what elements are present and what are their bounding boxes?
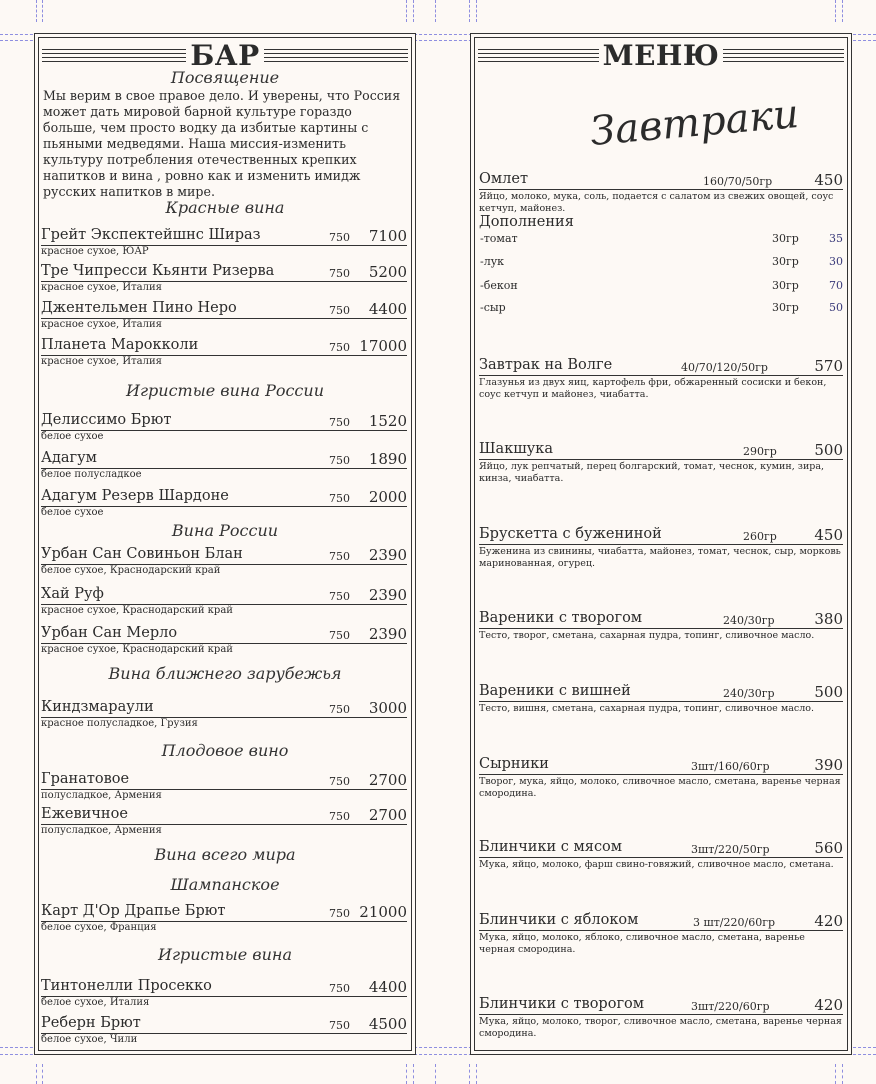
wine-volume: 750 <box>329 1019 350 1032</box>
wine-price: 5200 <box>368 263 407 281</box>
bar-section-heading: Игристые вина России <box>125 381 324 400</box>
bar-section-heading: Игристые вина <box>158 945 292 964</box>
wine-price: 1890 <box>368 450 407 468</box>
wine-price: 7100 <box>368 227 407 245</box>
dish-price: 570 <box>814 357 843 375</box>
wine-description: белое сухое, Италия <box>41 997 150 1008</box>
guide-line <box>413 1064 414 1084</box>
dish-weight: 3шт/220/60гр <box>691 1000 770 1013</box>
wine-name: Реберн Брют <box>41 1015 141 1031</box>
guide-line <box>36 0 37 22</box>
wine-price: 2390 <box>368 586 407 604</box>
wine-description: полусладкое, Армения <box>41 790 162 801</box>
wine-name: Планета Мароккoли <box>41 337 199 353</box>
guide-line <box>435 0 436 22</box>
bar-section-heading: Вина России <box>171 521 279 540</box>
wine-volume: 750 <box>329 304 350 317</box>
addition-name: -томат <box>480 232 518 245</box>
guide-line <box>476 1064 477 1084</box>
dish-price: 500 <box>814 683 843 701</box>
wine-volume: 750 <box>329 341 350 354</box>
wine-description: красное полусладкое, Грузия <box>41 718 198 729</box>
guide-line <box>42 0 43 22</box>
wine-name: Гранатовое <box>41 771 130 787</box>
addition-item <box>480 279 843 295</box>
addition-weight: 30гр <box>772 279 799 292</box>
header-lines <box>478 49 599 63</box>
guide-line <box>406 0 407 22</box>
wine-name: Грейт Экспектейшнс Шираз <box>41 227 261 243</box>
guide-line <box>476 0 477 22</box>
dish-weight: 160/70/50гр <box>703 175 773 188</box>
dish-price: 560 <box>814 839 843 857</box>
addition-price: 30 <box>829 255 843 268</box>
wine-price: 2390 <box>368 625 407 643</box>
wine-volume: 750 <box>329 590 350 603</box>
guide-line <box>835 0 836 22</box>
dish-price: 420 <box>814 996 843 1014</box>
addition-price: 50 <box>829 301 843 314</box>
dish-name: Шакшука <box>479 441 553 457</box>
dish-name: Омлет <box>479 171 528 187</box>
additions-heading: Дополнения <box>479 214 574 230</box>
wine-name: Ежевичное <box>41 806 128 822</box>
dish-name: Вареники с вишней <box>479 683 631 699</box>
wine-name: Урбан Сан Мерло <box>41 625 178 641</box>
dish-weight: 290гр <box>743 445 777 458</box>
dish-weight: 240/30гр <box>723 687 775 700</box>
wine-description: красное сухое, Краснодарский край <box>41 644 233 655</box>
header-lines <box>42 49 186 63</box>
dedication-text: Мы верим в свое правое дело. И уверены, что Россия может дать мировой барной культуре гораздо больше, чем просто водку да избитые картины с пьяными медведями. Наша миссия-изменить культуру потребления отечественных крепких напитков и вина , ровно как и изменить имидж русских напитков в мире. <box>43 88 401 199</box>
dish-description: Яйцо, молоко, мука, соль, подается с салатом из свежих овощей, соус кетчуп, майонез. <box>479 191 834 214</box>
dish-rule <box>479 459 843 460</box>
addition-price: 35 <box>829 232 843 245</box>
wine-volume: 750 <box>329 492 350 505</box>
wine-description: белое полусладкое <box>41 469 142 480</box>
wine-name: Адагум Резерв Шардоне <box>41 488 229 504</box>
dish-rule <box>479 375 843 376</box>
dish-rule <box>479 189 843 190</box>
wine-price: 17000 <box>359 337 407 355</box>
dish-price: 450 <box>814 171 843 189</box>
dish-price: 380 <box>814 610 843 628</box>
guide-line <box>413 0 414 22</box>
dish-rule <box>479 628 843 629</box>
wine-description: белое сухое, Франция <box>41 922 157 933</box>
wine-description: белое сухое, Чили <box>41 1034 138 1045</box>
bar-title: БАР <box>190 39 260 72</box>
dish-description: Тесто, вишня, сметана, сахарная пудра, топинг, сливочное масло. <box>479 703 814 714</box>
dish-description: Мука, яйцо, молоко, творог, сливочное масло, сметана, варенье черная смородина. <box>479 1016 842 1039</box>
wine-name: Хай Руф <box>41 586 104 602</box>
addition-name: -бекон <box>480 279 518 292</box>
wine-price: 2000 <box>368 488 407 506</box>
wine-description: белое сухое <box>41 431 104 442</box>
addition-name: -лук <box>480 255 505 268</box>
wine-volume: 750 <box>329 550 350 563</box>
dish-price: 390 <box>814 756 843 774</box>
dish-weight: 3шт/160/60гр <box>691 760 770 773</box>
wine-volume: 750 <box>329 810 350 823</box>
wine-description: красное сухое, Краснодарский край <box>41 605 233 616</box>
addition-item <box>480 232 843 248</box>
wine-description: красное сухое, ЮАР <box>41 246 149 257</box>
addition-item <box>480 301 843 317</box>
wine-price: 1520 <box>368 412 407 430</box>
dish-weight: 240/30гр <box>723 614 775 627</box>
guide-line <box>435 1064 436 1084</box>
wine-description: белое сухое, Краснодарский край <box>41 565 221 576</box>
addition-item <box>480 255 843 271</box>
dish-name: Брускетта с бужениной <box>479 526 662 542</box>
dish-rule <box>479 701 843 702</box>
wine-volume: 750 <box>329 267 350 280</box>
wine-name: Карт Д'Ор Драпье Брют <box>41 903 226 919</box>
wine-price: 21000 <box>359 903 407 921</box>
wine-name: Киндзмараули <box>41 699 154 715</box>
wine-name: Тинтонелли Просекко <box>41 978 212 994</box>
addition-weight: 30гр <box>772 255 799 268</box>
dish-weight: 260гр <box>743 530 777 543</box>
wine-name: Тре Чипресси Кьянти Ризерва <box>41 263 275 279</box>
wine-volume: 750 <box>329 703 350 716</box>
dish-rule <box>479 857 843 858</box>
dish-description: Тесто, творог, сметана, сахарная пудра, топинг, сливочное масло. <box>479 630 815 641</box>
wine-price: 4500 <box>368 1015 407 1033</box>
wine-description: белое сухое <box>41 507 104 518</box>
guide-line <box>406 1064 407 1084</box>
wine-volume: 750 <box>329 907 350 920</box>
wine-price: 2700 <box>368 806 407 824</box>
menu-title: МЕНЮ <box>602 39 720 72</box>
wine-volume: 750 <box>329 629 350 642</box>
dish-price: 450 <box>814 526 843 544</box>
wine-volume: 750 <box>329 454 350 467</box>
dish-description: Мука, яйцо, молоко, фарш свино-говяжий, сливочное масло, сметана. <box>479 859 834 870</box>
wine-volume: 750 <box>329 416 350 429</box>
dish-description: Буженина из свинины, чиабатта, майонез, томат, чеснок, сыр, морковь маринованная, огурец. <box>479 546 841 569</box>
dish-rule <box>479 544 843 545</box>
dish-price: 500 <box>814 441 843 459</box>
dish-name: Вареники с творогом <box>479 610 643 626</box>
wine-volume: 750 <box>329 231 350 244</box>
header-lines <box>264 49 408 63</box>
dish-rule <box>479 1014 843 1015</box>
wine-price: 3000 <box>368 699 407 717</box>
wine-description: полусладкое, Армения <box>41 825 162 836</box>
header-lines <box>723 49 844 63</box>
wine-price: 2390 <box>368 546 407 564</box>
wine-description: красное сухое, Италия <box>41 282 162 293</box>
wine-price: 4400 <box>368 978 407 996</box>
dish-description: Глазунья из двух яиц, картофель фри, обжаренный сосиски и бекон, соус кетчуп и майонез, чиабатта. <box>479 377 827 400</box>
dish-name: Блинчики с яблоком <box>479 912 639 928</box>
dish-weight: 40/70/120/50гр <box>681 361 768 374</box>
guide-line <box>36 1064 37 1084</box>
wine-price: 4400 <box>368 300 407 318</box>
wine-volume: 750 <box>329 982 350 995</box>
addition-weight: 30гр <box>772 301 799 314</box>
wine-name: Делиссимо Брют <box>41 412 172 428</box>
wine-name: Джентельмен Пино Неро <box>41 300 237 316</box>
bar-section-heading: Вина ближнего зарубежья <box>108 664 342 683</box>
guide-line <box>469 0 470 22</box>
wine-description: красное сухое, Италия <box>41 319 162 330</box>
bar-header <box>42 41 408 71</box>
bar-section-heading: Вина всего мира <box>154 845 296 864</box>
wine-volume: 750 <box>329 775 350 788</box>
dish-name: Завтрак на Волге <box>479 357 613 373</box>
guide-line <box>42 1064 43 1084</box>
dish-name: Блинчики с мясом <box>479 839 623 855</box>
bar-section-heading: Плодовое вино <box>161 741 289 760</box>
guide-line <box>842 0 843 22</box>
addition-name: -сыр <box>480 301 506 314</box>
wine-price: 2700 <box>368 771 407 789</box>
wine-name: Адагум <box>41 450 97 466</box>
dish-name: Сырники <box>479 756 549 772</box>
guide-line <box>835 1064 836 1084</box>
dish-name: Блинчики с творогом <box>479 996 645 1012</box>
bar-section-heading: Шампанское <box>170 875 280 894</box>
dish-description: Творог, мука, яйцо, молоко, сливочное масло, сметана, варенье черная смородина. <box>479 776 841 799</box>
dish-weight: 3шт/220/50гр <box>691 843 770 856</box>
dish-description: Мука, яйцо, молоко, яблоко, сливочное масло, сметана, варенье черная смородина. <box>479 932 805 955</box>
dish-rule <box>479 774 843 775</box>
wine-name: Урбан Сан Совиньон Блан <box>41 546 243 562</box>
dish-price: 420 <box>814 912 843 930</box>
menu-header <box>478 41 844 71</box>
dish-weight: 3 шт/220/60гр <box>693 916 776 929</box>
addition-weight: 30гр <box>772 232 799 245</box>
bar-section-heading: Красные вина <box>165 198 285 217</box>
dish-description: Яйцо, лук репчатый, перец болгарский, томат, чеснок, кумин, зира, кинза, чиабатта. <box>479 461 825 484</box>
dedication-heading: Посвящение <box>170 68 280 87</box>
guide-line <box>842 1064 843 1084</box>
addition-price: 70 <box>829 279 843 292</box>
dish-rule <box>479 930 843 931</box>
wine-description: красное сухое, Италия <box>41 356 162 367</box>
guide-line <box>469 1064 470 1084</box>
breakfast-heading: Завтраки <box>588 90 801 156</box>
